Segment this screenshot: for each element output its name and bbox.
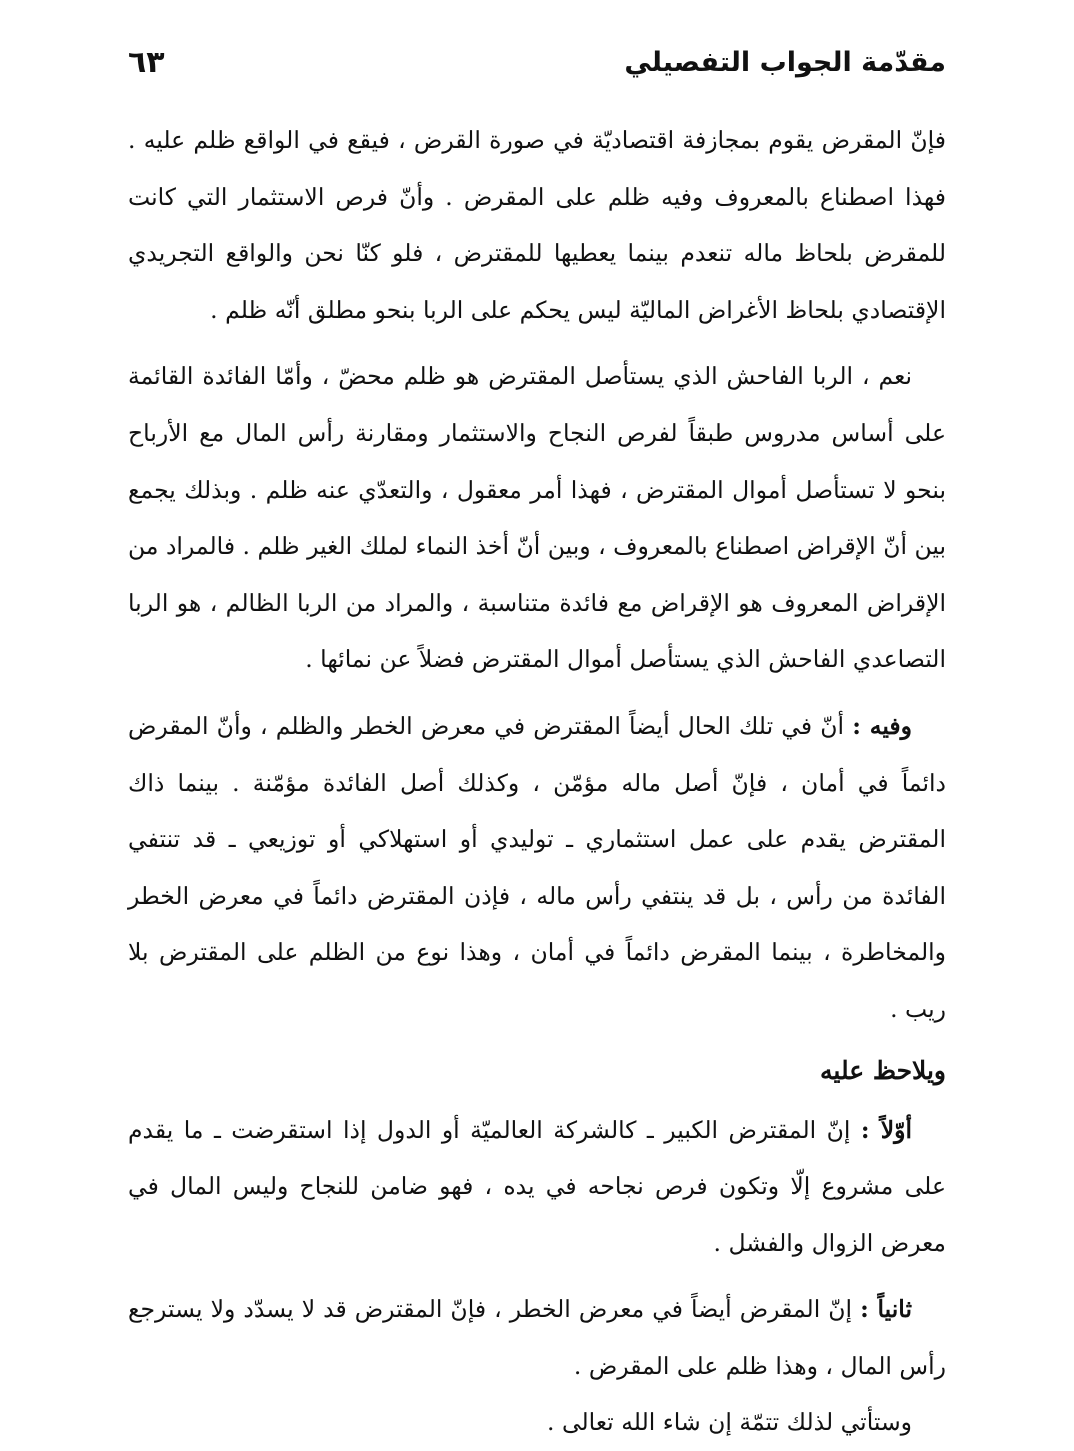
paragraph-3-lead: وفيه : <box>852 711 912 740</box>
section-subheading: ويلاحظ عليه <box>820 1055 946 1085</box>
paragraph-3 <box>128 698 946 1038</box>
paragraph-5-lead: ثانياً : <box>860 1295 912 1324</box>
page-header <box>128 40 946 84</box>
page-body <box>128 112 946 1451</box>
page-number: ٦٣ <box>128 44 165 80</box>
paragraph-3-body: أنّ في تلك الحال أيضاً المقترض في معرض الخطر والظلم ، وأنّ المقرض دائماً في أمان ، فإنّ أصل ماله مؤمّن ، وكذلك أصل الفائدة مؤمّنة . بينما ذاك المقترض يقدم على عمل استثماري ـ توليدي أو استهلاكي أو توزيعي ـ قد تنتفي الفائدة من رأس ، بل قد ينتفي رأس ماله ، فإذن المقترض دائماً في معرض الخطر والمخاطرة ، بينما المقرض دائماً في أمان ، وهذا نوع من الظلم على المقترض بلا ريب . <box>128 711 946 1023</box>
paragraph-4-lead: أوّلاً : <box>860 1115 912 1144</box>
paragraph-4 <box>128 1102 946 1272</box>
paragraph-5 <box>128 1281 946 1394</box>
paragraph-2: نعم ، الربا الفاحش الذي يستأصل المقترض هو ظلم محضّ ، وأمّا الفائدة القائمة على أساس مدروس طبقاً لفرص النجاح والاستثمار ومقارنة رأس المال مع الأرباح بنحو لا تستأصل أموال المقترض ، فهذا أمر معقول ، والتعدّي عنه ظلم . وبذلك يجمع بين أنّ الإقراض اصطناع بالمعروف ، وبين أنّ أخذ النماء لملك الغير ظلم . فالمراد من الإقراض المعروف هو الإقراض مع فائدة متناسبة ، والمراد من الربا الظالم ، هو الربا التصاعدي الفاحش الذي يستأصل أموال المقترض فضلاً عن نمائها . <box>128 362 946 674</box>
paragraph-4-body: إنّ المقترض الكبير ـ كالشركة العالميّة أو الدول إذا استقرضت ـ ما يقدم على مشروع إلّا وتكون فرص نجاحه في يده ، فهو ضامن للنجاح وليس المال في معرض الزوال والفشل . <box>128 1115 946 1257</box>
running-title: مقدّمة الجواب التفصيلي <box>624 46 946 78</box>
paragraph-1: فإنّ المقرض يقوم بمجازفة اقتصاديّة في صورة القرض ، فيقع في الواقع ظلم عليه . فهذا اصطناع بالمعروف وفيه ظلم على المقرض . وأنّ فرص الاستثمار التي كانت للمقرض بلحاظ ماله تنعدم بينما يعطيها للمقترض ، فلو كنّا نحن والواقع التجريدي الإقتصادي بلحاظ الأغراض الماليّة ليس يحكم على الربا بنحو مطلق أنّه ظلم . <box>128 126 946 324</box>
paragraph-6: وستأتي لذلك تتمّة إن شاء الله تعالى . <box>547 1408 912 1437</box>
paragraph-5-body: إنّ المقرض أيضاً في معرض الخطر ، فإنّ المقترض قد لا يسدّد ولا يسترجع رأس المال ، وهذا ظلم على المقرض . <box>128 1295 946 1380</box>
